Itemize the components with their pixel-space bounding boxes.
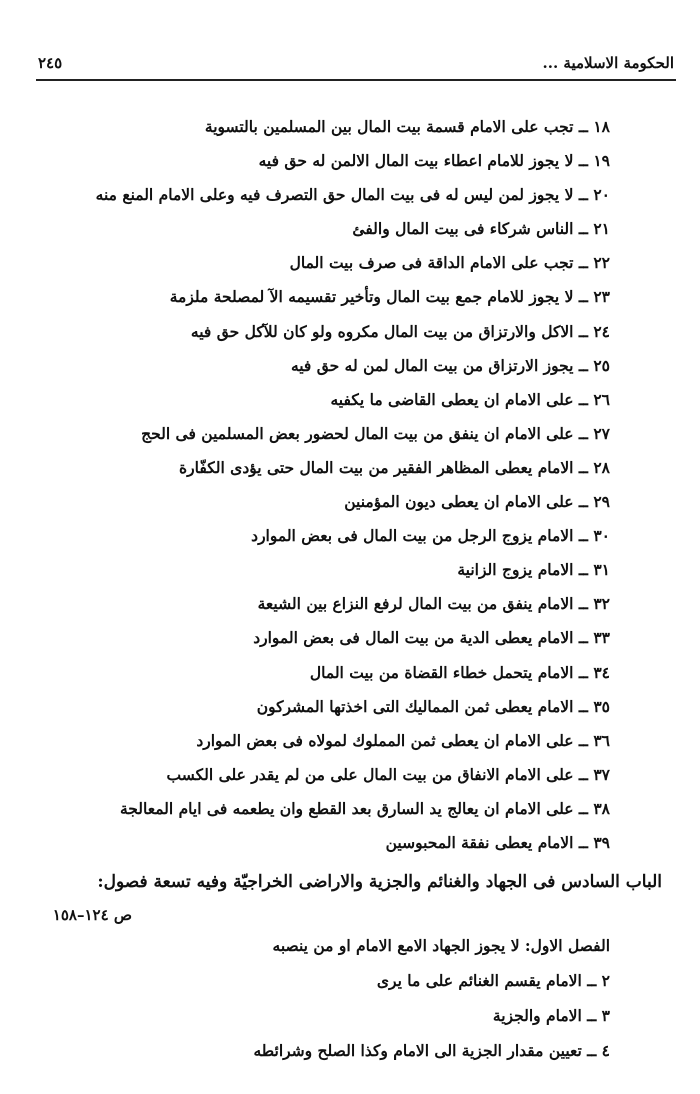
list-item: ٢٧ ــ على الامام ان ينفق من بيت المال لحضور بعض المسلمين فى الحج bbox=[141, 423, 610, 443]
list-item: ٢٦ ــ على الامام ان يعطى القاضى ما يكفيه bbox=[330, 389, 610, 409]
section-item: ٢ ــ الامام يقسم الغنائم على ما يرى bbox=[376, 971, 610, 990]
list-item: ١٩ ــ لا يجوز للامام اعطاء بيت المال الالمن له حق فيه bbox=[258, 151, 610, 171]
list-item: ٢٣ ــ لا يجوز للامام جمع بيت المال وتأخير تقسيمه الآ لمصلحة ملزمة bbox=[169, 287, 610, 307]
list-item: ٢٢ ــ تجب على الامام الداقة فى صرف بيت المال bbox=[289, 253, 610, 273]
section-list bbox=[70, 934, 610, 1074]
chapter-page-range: ص ١٢٤–١٥٨ bbox=[52, 906, 132, 924]
running-header bbox=[38, 54, 674, 78]
list-item: ٢١ ــ الناس شركاء فى بيت المال والفئ bbox=[352, 219, 610, 239]
contents-list bbox=[30, 115, 610, 865]
section-item: ٣ ــ الامام والجزية bbox=[492, 1006, 610, 1025]
list-item: ١٨ ــ تجب على الامام قسمة بيت المال بين المسلمين بالتسوية bbox=[204, 117, 610, 136]
header-rule bbox=[36, 79, 676, 81]
section-item: الفصل الاول: لا يجوز الجهاد الامع الامام او من ينصبه bbox=[272, 936, 610, 955]
list-item: ٣٥ ــ الامام يعطى ثمن المماليك التى اخذتها المشركون bbox=[256, 696, 610, 716]
list-item: ٣٩ ــ الامام يعطى نفقة المحبوسين bbox=[385, 832, 610, 852]
list-item: ٣٣ ــ الامام يعطى الدية من بيت المال فى بعض الموارد bbox=[253, 628, 610, 648]
list-item: ٢٤ ــ الاكل والارتزاق من بيت المال مكروه ولو كان للآكل حق فيه bbox=[190, 321, 610, 341]
section-item: ٤ ــ تعيين مقدار الجزية الى الامام وكذا الصلح وشرائطه bbox=[253, 1041, 610, 1060]
list-item: ٣٨ ــ على الامام ان يعالج يد السارق بعد القطع وان يطعمه فى ايام المعالجة bbox=[119, 798, 610, 818]
list-item: ٣٦ ــ على الامام ان يعطى ثمن المملوك لمولاه فى بعض الموارد bbox=[196, 730, 610, 750]
page-number: ٢٤٥ bbox=[38, 54, 63, 72]
list-item: ٢٠ ــ لا يجوز لمن ليس له فى بيت المال حق التصرف فيه وعلى الامام المنع منه bbox=[95, 185, 610, 205]
list-item: ٢٥ ــ يجوز الارتزاق من بيت المال لمن له حق فيه bbox=[290, 355, 610, 375]
list-item: ٣٤ ــ الامام يتحمل خطاء القضاة من بيت المال bbox=[309, 662, 610, 682]
list-item: ٣٠ ــ الامام يزوج الرجل من بيت المال فى بعض الموارد bbox=[251, 526, 610, 546]
chapter-heading: الباب السادس فى الجهاد والغنائم والجزية والاراضى الخراجيّة وفيه تسعة فصول: bbox=[97, 872, 662, 892]
running-title: الحكومة الاسلامية ... bbox=[542, 54, 674, 72]
list-item: ٣٢ ــ الامام ينفق من بيت المال لرفع النزاع بين الشيعة bbox=[257, 594, 610, 614]
list-item: ٣٧ ــ على الامام الانفاق من بيت المال على من لم يقدر على الكسب bbox=[166, 764, 610, 784]
list-item: ٣١ ــ الامام يزوج الزانية bbox=[457, 560, 610, 580]
list-item: ٢٩ ــ على الامام ان يعطى ديون المؤمنين bbox=[344, 492, 610, 512]
list-item: ٢٨ ــ الامام يعطى المظاهر الفقير من بيت المال حتى يؤدى الكفّارة bbox=[179, 457, 610, 477]
